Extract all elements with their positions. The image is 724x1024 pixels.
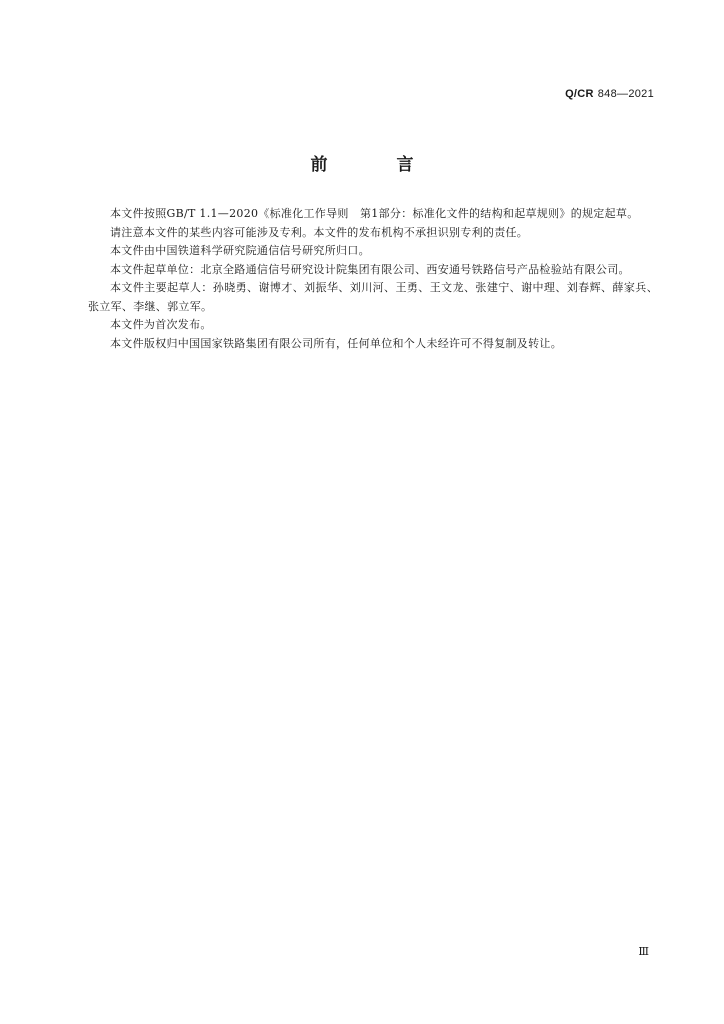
- standard-code-prefix: Q/CR: [565, 88, 594, 100]
- paragraph-drafting-rules: 本文件按照GB/T 1.1—2020《标准化工作导则 第1部分：标准化文件的结构和起草规则》的规定起草。: [110, 207, 639, 220]
- page-title: 前 言: [310, 155, 440, 175]
- paragraph-patent-notice: 请注意本文件的某些内容可能涉及专利。本文件的发布机构不承担识别专利的责任。: [110, 225, 529, 239]
- standard-code: [565, 88, 654, 100]
- paragraph-jurisdiction: 本文件由中国铁道科学研究院通信信号研究所归口。: [110, 244, 370, 257]
- paragraph-copyright: 本文件版权归中国国家铁路集团有限公司所有，任何单位和个人未经许可不得复制及转让。: [110, 336, 562, 350]
- page-number: Ⅲ: [638, 945, 648, 958]
- paragraph-drafters: 本文件主要起草人：孙晓勇、谢博才、刘振华、刘川河、王勇、王文龙、张建宁、谢中理、刘春辉、薛家兵、张立军、李继、郭立军。: [88, 281, 658, 313]
- foreword-body: [88, 205, 658, 353]
- standard-code-number: 848—2021: [597, 88, 654, 100]
- paragraph-first-release: 本文件为首次发布。: [110, 318, 212, 331]
- paragraph-drafting-units: 本文件起草单位：北京全路通信信号研究设计院集团有限公司、西安通号铁路信号产品检验站有限公司。: [110, 262, 630, 276]
